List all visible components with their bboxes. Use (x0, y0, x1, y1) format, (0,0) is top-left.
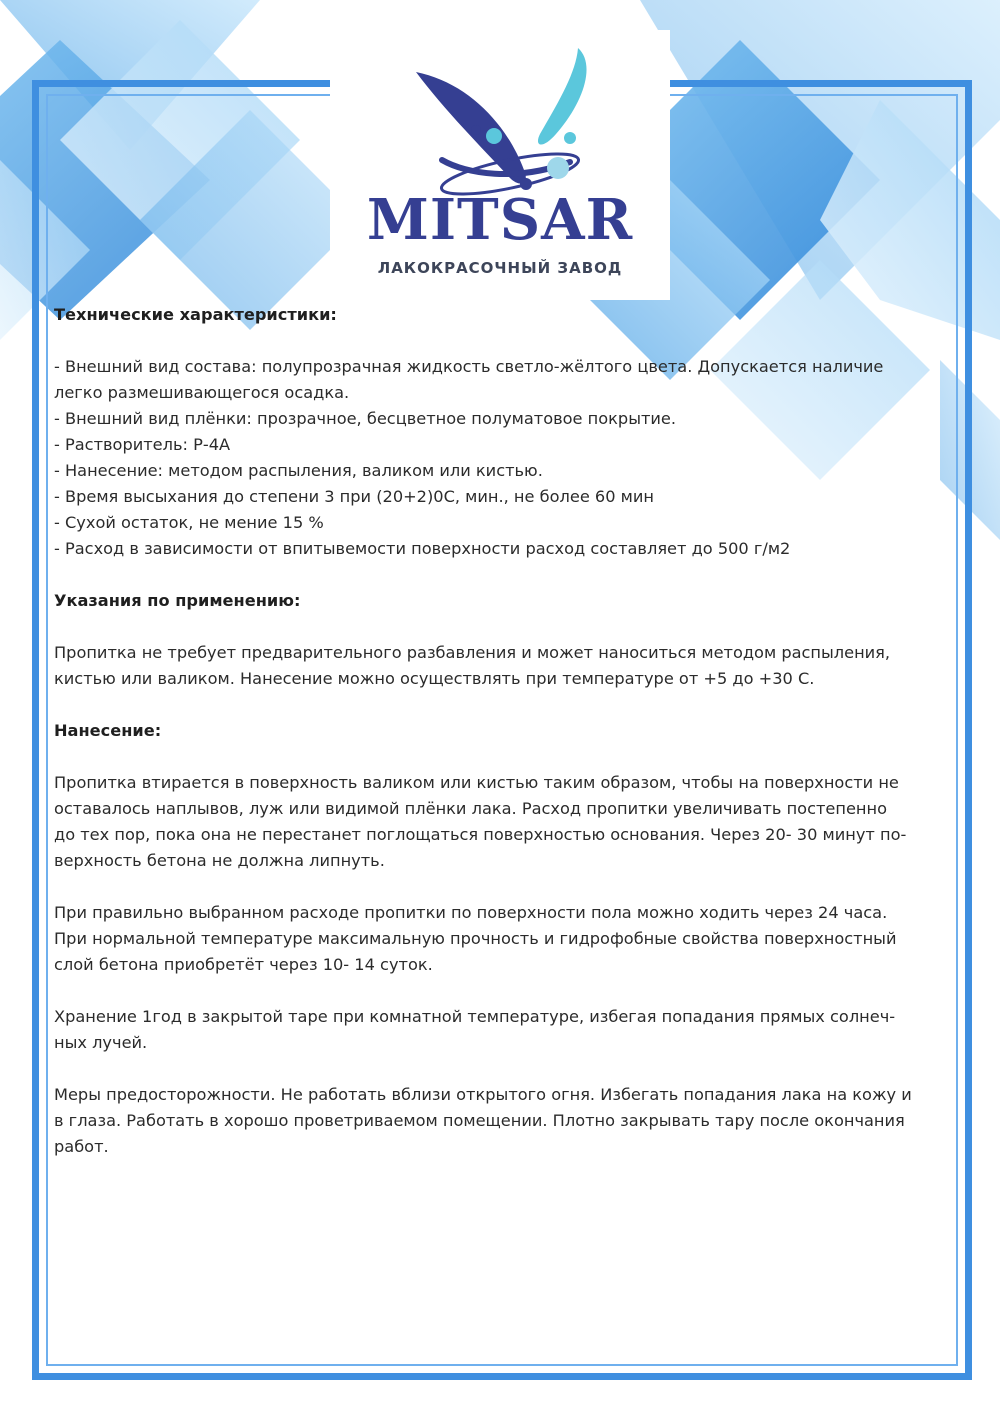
tech-line: - Нанесение: методом распыления, валиком или кистью. (54, 461, 543, 480)
document-body (54, 302, 954, 1160)
brand-tagline: ЛАКОКРАСОЧНЫЙ ЗАВОД (377, 259, 623, 277)
safety-line: работ. (54, 1137, 109, 1156)
application-line: При правильно выбранном расходе пропитки по поверхности пола можно ходить через 24 часа. (54, 903, 888, 922)
section-heading-application: Нанесение: (54, 721, 162, 740)
tech-line: - Время высыхания до степени 3 при (20+2)0С, мин., не более 60 мин (54, 487, 654, 506)
storage-line: ных лучей. (54, 1033, 148, 1052)
application-line: оставалось наплывов, луж или видимой плёнки лака. Расход пропитки увеличивать постепенно (54, 799, 887, 818)
application-line: до тех пор, пока она не перестанет поглощаться поверхностью основания. Через 20- 30 минут по- (54, 825, 907, 844)
section-heading-usage: Указания по применению: (54, 591, 301, 610)
tech-line: - Сухой остаток, не мение 15 % (54, 513, 324, 532)
section-heading-tech: Технические характеристики: (54, 305, 337, 324)
safety-line: в глаза. Работать в хорошо проветриваемом помещении. Плотно закрывать тару после окончания (54, 1111, 905, 1130)
storage-line: Хранение 1год в закрытой таре при комнатной температуре, избегая попадания прямых солнеч- (54, 1007, 896, 1026)
tech-line: легко размешивающегося осадка. (54, 383, 350, 402)
application-line: При нормальной температуре максимальную прочность и гидрофобные свойства поверхностный (54, 929, 897, 948)
tech-line: - Внешний вид плёнки: прозрачное, бесцветное полуматовое покрытие. (54, 409, 677, 428)
application-line: слой бетона приобретёт через 10- 14 суток. (54, 955, 433, 974)
logo-panel (330, 30, 670, 300)
mitsar-logo-icon (406, 42, 606, 202)
tech-line: - Растворитель: Р-4А (54, 435, 231, 454)
usage-line: Пропитка не требует предварительного разбавления и может наноситься методом распыления, (54, 643, 891, 662)
safety-line: Меры предосторожности. Не работать вблизи открытого огня. Избегать попадания лака на кожу и (54, 1085, 912, 1104)
brand-name: MITSAR (366, 187, 634, 253)
tech-line: - Внешний вид состава: полупрозрачная жидкость светло-жёлтого цвета. Допускается наличие (54, 357, 884, 376)
tech-line: - Расход в зависимости от впитывемости поверхности расход составляет до 500 г/м2 (54, 539, 791, 558)
application-line: Пропитка втирается в поверхность валиком или кистью таким образом, чтобы на поверхности не (54, 773, 899, 792)
usage-line: кистью или валиком. Нанесение можно осуществлять при температуре от +5 до +30 С. (54, 669, 815, 688)
application-line: верхность бетона не должна липнуть. (54, 851, 385, 870)
